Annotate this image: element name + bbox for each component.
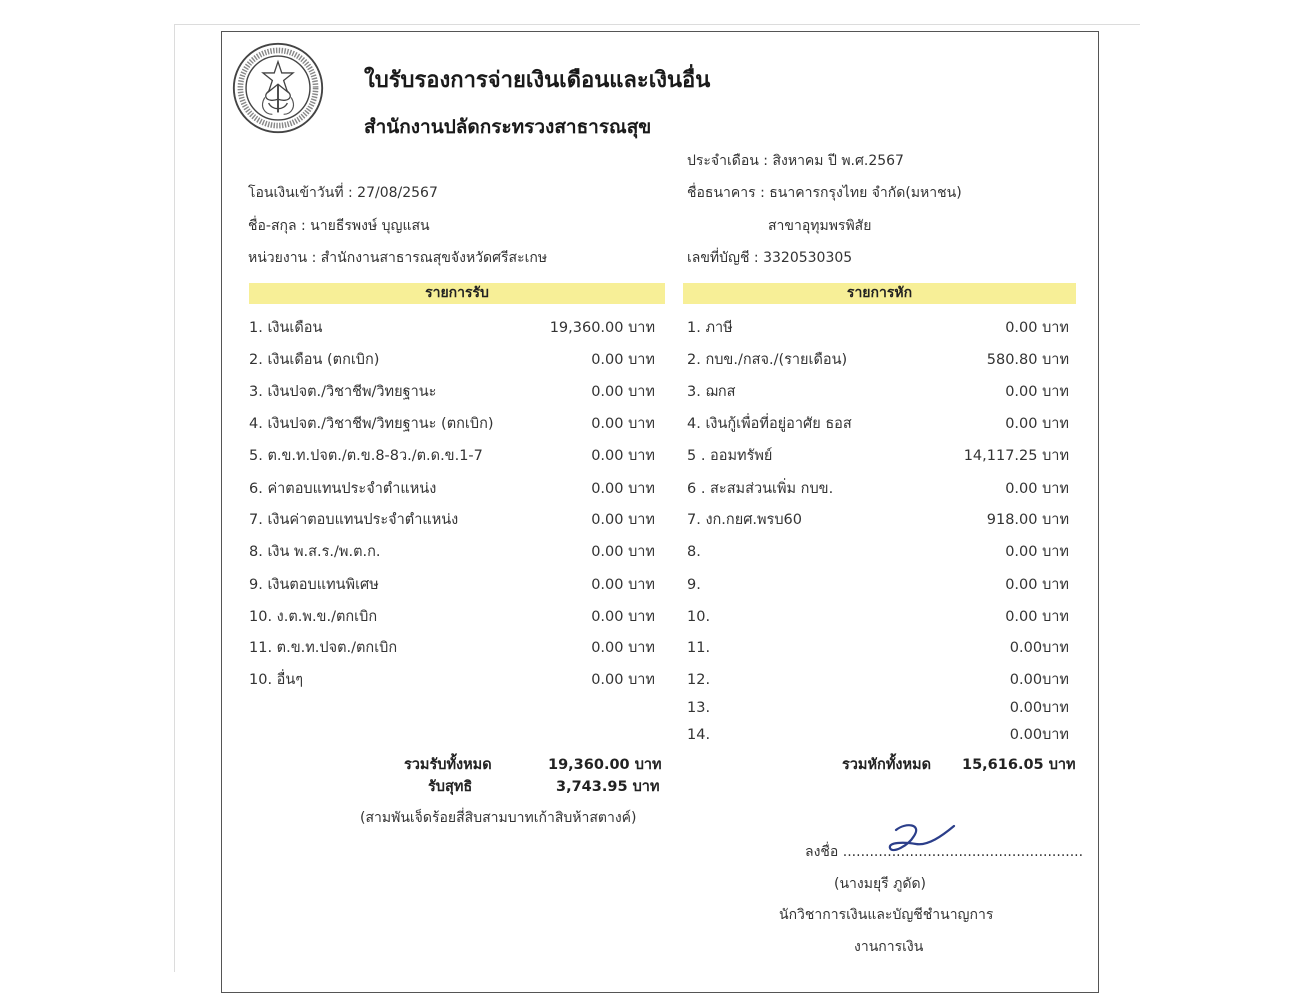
deduction-amount: 14,117.25 บาท — [963, 448, 1069, 464]
deduction-label: 11. — [687, 640, 711, 656]
deductions-total-value: 15,616.05 บาท — [962, 757, 1076, 773]
deduction-label: 3. ฌกส — [687, 384, 736, 400]
deduction-amount: 0.00บาท — [1009, 727, 1069, 743]
income-amount: 0.00 บาท — [591, 672, 655, 688]
pay-month: ประจำเดือน : สิงหาคม ปี พ.ศ.2567 — [687, 153, 904, 169]
deduction-label: 2. กบข./กสจ./(รายเดือน) — [687, 352, 848, 368]
deduction-row — [687, 575, 1069, 595]
income-amount: 0.00 บาท — [591, 416, 655, 432]
deduction-amount: 0.00 บาท — [1005, 416, 1069, 432]
ministry-seal-icon — [231, 41, 325, 135]
deduction-row — [687, 542, 1069, 562]
deduction-label: 7. งก.กยศ.พรบ60 — [687, 512, 803, 528]
income-amount: 0.00 บาท — [591, 352, 655, 368]
deduction-row — [687, 479, 1069, 499]
income-row — [249, 510, 655, 530]
deduction-label: 4. เงินกู้เพื่อที่อยู่อาศัย ธอส — [687, 416, 852, 432]
income-row — [249, 414, 655, 434]
transfer-date: โอนเงินเข้าวันที่ : 27/08/2567 — [248, 185, 438, 201]
document-title: ใบรับรองการจ่ายเงินเดือนและเงินอื่น — [364, 68, 711, 93]
deduction-row — [687, 446, 1069, 466]
income-label: 2. เงินเดือน (ตกเบิก) — [249, 352, 380, 368]
deduction-label: 5 . ออมทรัพย์ — [687, 448, 773, 464]
income-row — [249, 638, 655, 658]
deduction-amount: 0.00 บาท — [1005, 577, 1069, 593]
account-number: เลขที่บัญชี : 3320530305 — [687, 250, 853, 266]
income-row — [249, 607, 655, 627]
income-label: 7. เงินค่าตอบแทนประจำตำแหน่ง — [249, 512, 459, 528]
net-pay-value: 3,743.95 บาท — [556, 779, 660, 795]
deduction-row — [687, 382, 1069, 402]
income-total-label: รวมรับทั้งหมด — [404, 757, 492, 773]
signature-line: ลงชื่อ ...................................................... — [805, 844, 1084, 860]
deduction-amount: 580.80 บาท — [986, 352, 1069, 368]
income-row — [249, 350, 655, 370]
net-pay-label: รับสุทธิ — [428, 779, 473, 795]
signer-department: งานการเงิน — [854, 939, 924, 955]
income-row — [249, 446, 655, 466]
deductions-header: รายการหัก — [683, 283, 1076, 304]
income-amount: 0.00 บาท — [591, 448, 655, 464]
income-label: 11. ต.ข.ท.ปจต./ตกเบิก — [249, 640, 398, 656]
income-label: 8. เงิน พ.ส.ร./พ.ต.ก. — [249, 544, 381, 560]
deduction-row — [687, 510, 1069, 530]
deduction-row — [687, 670, 1069, 690]
income-row — [249, 575, 655, 595]
deduction-label: 10. — [687, 609, 711, 625]
deduction-label: 8. — [687, 544, 701, 560]
deduction-amount: 0.00บาท — [1009, 672, 1069, 688]
deduction-row — [687, 607, 1069, 627]
deduction-row — [687, 725, 1069, 745]
office-name: สำนักงานปลัดกระทรวงสาธารณสุข — [364, 116, 652, 138]
income-amount: 19,360.00 บาท — [549, 320, 655, 336]
income-row — [249, 382, 655, 402]
income-label: 5. ต.ข.ท.ปจต./ต.ข.8-8ว./ต.ด.ข.1-7 — [249, 448, 483, 464]
deduction-row — [687, 350, 1069, 370]
income-amount: 0.00 บาท — [591, 544, 655, 560]
income-label: 9. เงินตอบแทนพิเศษ — [249, 577, 379, 593]
deduction-amount: 0.00 บาท — [1005, 384, 1069, 400]
deduction-label: 12. — [687, 672, 711, 688]
income-label: 6. ค่าตอบแทนประจำตำแหน่ง — [249, 481, 437, 497]
income-row — [249, 542, 655, 562]
page-top-border — [174, 24, 1140, 25]
income-label: 10. อื่นๆ — [249, 672, 304, 688]
income-label: 10. ง.ต.พ.ข./ตกเบิก — [249, 609, 378, 625]
page-left-border — [174, 24, 175, 972]
deduction-label: 9. — [687, 577, 701, 593]
deduction-amount: 0.00 บาท — [1005, 481, 1069, 497]
income-amount: 0.00 บาท — [591, 481, 655, 497]
income-amount: 0.00 บาท — [591, 609, 655, 625]
income-label: 3. เงินปจต./วิชาชีพ/วิทยฐานะ — [249, 384, 437, 400]
deductions-total-label: รวมหักทั้งหมด — [842, 757, 931, 773]
income-label: 4. เงินปจต./วิชาชีพ/วิทยฐานะ (ตกเบิก) — [249, 416, 494, 432]
deduction-amount: 0.00 บาท — [1005, 320, 1069, 336]
income-amount: 0.00 บาท — [591, 384, 655, 400]
salary-certificate — [221, 31, 1099, 993]
handwritten-signature-icon — [884, 820, 956, 860]
work-unit: หน่วยงาน : สำนักงานสาธารณสุขจังหวัดศรีสะเกษ — [248, 250, 548, 266]
income-label: 1. เงินเดือน — [249, 320, 323, 336]
employee-name: ชื่อ-สกุล : นายธีรพงษ์ บุญแสน — [248, 218, 430, 234]
deduction-row — [687, 318, 1069, 338]
income-amount: 0.00 บาท — [591, 512, 655, 528]
income-header: รายการรับ — [249, 283, 665, 304]
income-total-value: 19,360.00 บาท — [548, 757, 662, 773]
deduction-label: 14. — [687, 727, 711, 743]
bank-name: ชื่อธนาคาร : ธนาคารกรุงไทย จำกัด(มหาชน) — [687, 185, 962, 201]
income-row — [249, 670, 655, 690]
bank-branch: สาขาอุทุมพรพิสัย — [768, 218, 872, 234]
signer-title: นักวิชาการเงินและบัญชีชำนาญการ — [779, 907, 994, 923]
deduction-row — [687, 638, 1069, 658]
deduction-amount: 0.00บาท — [1009, 700, 1069, 716]
income-amount: 0.00 บาท — [591, 640, 655, 656]
net-pay-words: (สามพันเจ็ดร้อยสี่สิบสามบาทเก้าสิบห้าสตางค์) — [360, 810, 637, 826]
deduction-amount: 0.00 บาท — [1005, 609, 1069, 625]
deduction-row — [687, 698, 1069, 718]
income-row — [249, 479, 655, 499]
income-amount: 0.00 บาท — [591, 577, 655, 593]
deduction-label: 13. — [687, 700, 711, 716]
deduction-amount: 0.00บาท — [1009, 640, 1069, 656]
deduction-amount: 0.00 บาท — [1005, 544, 1069, 560]
deduction-amount: 918.00 บาท — [986, 512, 1069, 528]
deduction-label: 6 . สะสมส่วนเพิ่ม กบข. — [687, 481, 834, 497]
signer-name: (นางมยุรี ภูดัด) — [834, 876, 927, 892]
deduction-row — [687, 414, 1069, 434]
deduction-label: 1. ภาษี — [687, 320, 733, 336]
income-row — [249, 318, 655, 338]
